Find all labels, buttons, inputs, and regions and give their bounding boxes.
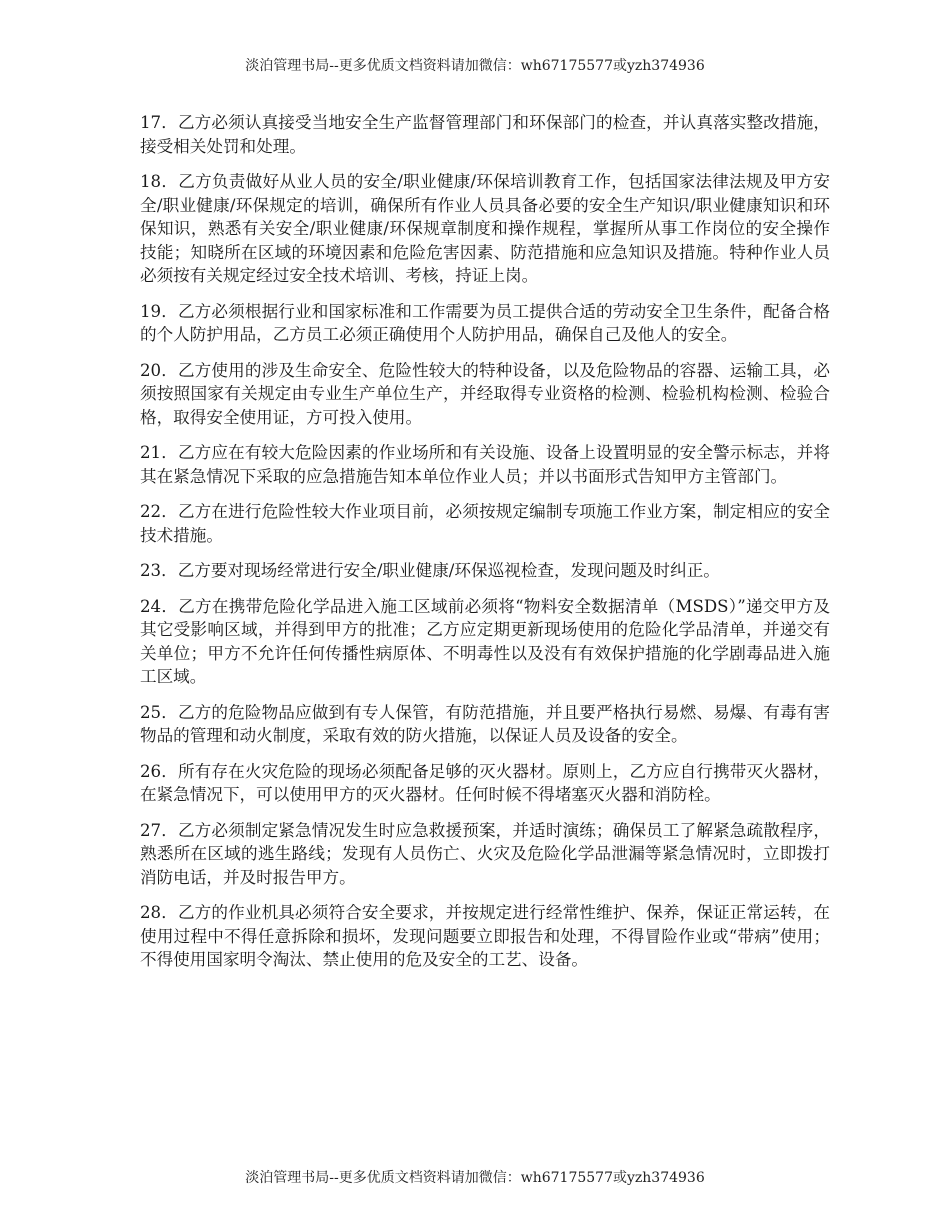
clause-19: 19．乙方必须根据行业和国家标准和工作需要为员工提供合适的劳动安全卫生条件，配备合格的个人防护用品，乙方员工必须正确使用个人防护用品，确保自己及他人的安全。 [140,301,830,344]
page-footer: 淡泊管理书局--更多优质文档资料请加微信：wh67175577或yzh374936 [245,1170,705,1186]
clause-22: 22．乙方在进行危险性较大作业项目前，必须按规定编制专项施工作业方案，制定相应的安全技术措施。 [140,502,830,545]
clause-27: 27．乙方必须制定紧急情况发生时应急救援预案，并适时演练；确保员工了解紧急疏散程序，熟悉所在区域的逃生路线；发现有人员伤亡、火灾及危险化学品泄漏等紧急情况时，立即拨打消防电话，并及时报告甲方。 [140,820,830,887]
clause-23: 23．乙方要对现场经常进行安全/职业健康/环保巡视检查，发现问题及时纠正。 [140,561,720,580]
document-body [140,111,830,984]
clause-25: 25．乙方的危险物品应做到有专人保管，有防范措施，并且要严格执行易燃、易爆、有毒有害物品的管理和动火制度，采取有效的防火措施，以保证人员及设备的安全。 [140,702,830,745]
clause-24: 24．乙方在携带危险化学品进入施工区域前必须将“物料安全数据清单（MSDS）”递交甲方及其它受影响区域，并得到甲方的批准；乙方应定期更新现场使用的危险化学品清单，并递交有关单位；甲方不允许任何传播性病原体、不明毒性以及没有有效保护措施的化学剧毒品进入施工区域。 [140,596,830,686]
clause-26: 26．所有存在火灾危险的现场必须配备足够的灭火器材。原则上，乙方应自行携带灭火器材，在紧急情况下，可以使用甲方的灭火器材。任何时候不得堵塞灭火器和消防栓。 [140,761,830,804]
clause-21: 21．乙方应在有较大危险因素的作业场所和有关设施、设备上设置明显的安全警示标志，并将其在紧急情况下采取的应急措施告知本单位作业人员；并以书面形式告知甲方主管部门。 [140,443,830,486]
clause-18: 18．乙方负责做好从业人员的安全/职业健康/环保培训教育工作，包括国家法律法规及甲方安全/职业健康/环保规定的培训，确保所有作业人员具备必要的安全生产知识/职业健康知识和环保知识，熟悉有关安全/职业健康/环保规章制度和操作规程，掌握所从事工作岗位的安全操作技能；知晓所在区域的环境因素和危险危害因素、防范措施和应急知识及措施。特种作业人员必须按有关规定经过安全技术培训、考核，持证上岗。 [140,172,830,285]
page-header: 淡泊管理书局--更多优质文档资料请加微信：wh67175577或yzh374936 [245,58,705,74]
clause-28: 28．乙方的作业机具必须符合安全要求，并按规定进行经常性维护、保养，保证正常运转，在使用过程中不得任意拆除和损坏，发现问题要立即报告和处理，不得冒险作业或“带病”使用；不得使用国家明令淘汰、禁止使用的危及安全的工艺、设备。 [140,903,830,969]
clause-17: 17．乙方必须认真接受当地安全生产监督管理部门和环保部门的检查，并认真落实整改措施，接受相关处罚和处理。 [140,113,830,156]
clause-20: 20．乙方使用的涉及生命安全、危险性较大的特种设备，以及危险物品的容器、运输工具，必须按照国家有关规定由专业生产单位生产，并经取得专业资格的检测、检验机构检测、检验合格，取得安全使用证，方可投入使用。 [140,360,830,427]
